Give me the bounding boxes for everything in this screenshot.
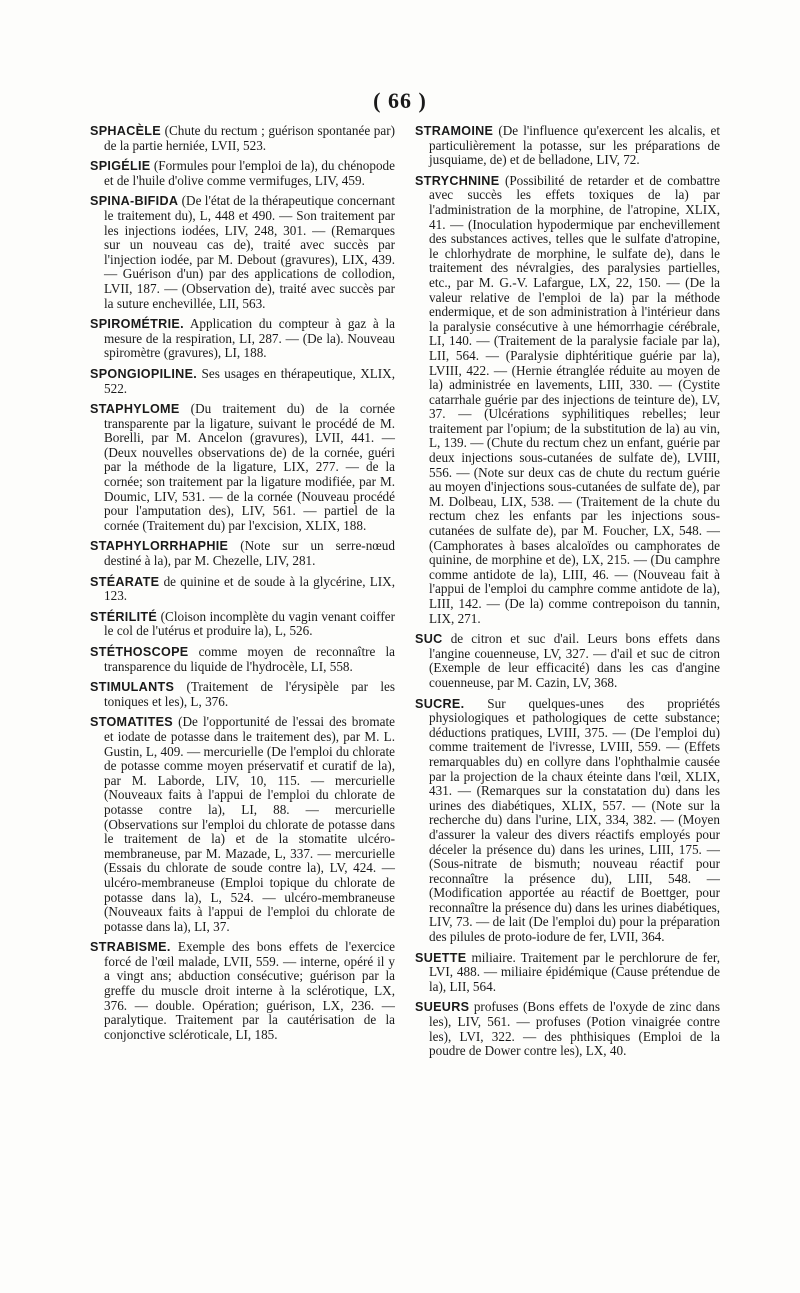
index-entry: [415, 174, 720, 626]
entry-text: (De l'état de la thérapeutique concernant le traitement du), L, 448 et 490. — Son traitement par les injections iodées, LIV, 248, 301. — (Remarques sur un nouveau cas de), traité avec succès par l'injection iodée, par M. Debout (gravures), LIX, 439. — Guérison d'un) par des applications de collodion, LVII, 187. — (Observation de), traité avec succès par la suture enchevillée, LII, 563.: [104, 193, 395, 311]
entry-term: STÉTHOSCOPE: [90, 645, 189, 659]
index-entry: [90, 680, 395, 709]
entry-text: de quinine et de soude à la glycérine, LIX, 123.: [104, 573, 395, 604]
entry-text: Exemple des bons effets de l'exercice forcé de l'œil malade, LVII, 559. — interne, opéré il y a vingt ans; abduction consécutive; guérison par la greffe du muscle droit interne à la sclérotique, LX, 376. — double. Opération; guérison, LX, 236. — paralytique. Traitement par la cautérisation de la conjonctive scléroticale, LI, 185.: [104, 939, 395, 1042]
entry-text: Ses usages en thérapeutique, XLIX, 522.: [104, 365, 396, 396]
index-entry: [415, 697, 720, 945]
index-entry: [415, 1000, 720, 1058]
left-column: [90, 124, 395, 1048]
entry-text: (Traitement de l'érysipèle par les toniques et les), L, 376.: [104, 679, 395, 709]
entry-term: SPIGÉLIE: [90, 159, 151, 174]
index-entry: [90, 539, 395, 568]
index-entry: [415, 124, 720, 168]
index-entry: [90, 645, 395, 674]
entry-text: (Cloison incomplète du vagin venant coiffer le col de l'utérus et produire la), L, 526.: [104, 608, 395, 639]
entry-term: STÉARATE: [90, 574, 160, 589]
entry-text: profuses (Bons effets de l'oxyde de zinc dans les), LIV, 561. — profuses (Potion vinaigrée contre les), LVI, 322. — des phthisiques (Emploi de la poudre de Dower contre les), LX, 40.: [429, 999, 720, 1059]
entry-text: miliaire. Traitement par le perchlorure de fer, LVI, 488. — miliaire épidémique (Cause prétendue de la), LII, 564.: [429, 949, 721, 994]
index-entry: [90, 159, 395, 188]
entry-term: SUCRE.: [415, 696, 465, 711]
index-entry: [90, 575, 395, 604]
entry-text: (Note sur un serre-nœud destiné à la), par M. Chezelle, LIV, 281.: [104, 538, 395, 569]
entry-term: SUEURS: [415, 1000, 470, 1015]
entry-text: (Formules pour l'emploi de la), du chénopode et de l'huile d'olive comme vermifuges, LIV, 459.: [104, 158, 396, 188]
page-number: ( 66 ): [373, 88, 427, 113]
entry-term: STAPHYLOME: [90, 402, 180, 417]
index-entry: [90, 610, 395, 639]
entry-term: STRYCHNINE: [415, 173, 500, 188]
entry-term: STRAMOINE: [415, 124, 494, 138]
entry-term: SUC: [415, 632, 443, 647]
entry-term: STAPHYLORRHAPHIE: [90, 539, 229, 554]
entry-term: SPINA-BIFIDA: [90, 194, 179, 209]
entry-text: comme moyen de reconnaître la transparence du liquide de l'hydrocèle, LI, 558.: [104, 644, 395, 674]
index-entry: [90, 940, 395, 1042]
entry-text: Sur quelques-unes des propriétés physiologiques et pathologiques de cette substance; déductions pratiques, LVIII, 375. — (De l'emploi du) comme traitement de l'ivresse, LVIII, 559. — (Effets remarquables du) en collyre dans l'ophthalmie causée par la projection de la chaux éteinte dans l'œil, XLIX, 431. — (Remarques sur la constatation du) dans les urines des diabétiques, XLIX, 557. — (Note sur la recherche du) dans l'urine, LIX, 334, 382. — (Moyen d'assurer la valeur des divers réactifs employés pour déceler la présence du) dans les urines, LIII, 175. — (Sous-nitrate de bismuth; nouveau réactif pour reconnaître la présence du), LIII, 548. — (Modification apportée au réactif de Boettger, pour reconnaître la présence du) dans les urines diabétiques, LIV, 73. — de lait (De l'emploi du) pour la préparation des pilules de proto-iodure de fer, LVII, 364.: [429, 695, 721, 945]
entry-text: de citron et suc d'ail. Leurs bons effets dans l'angine couenneuse, LV, 327. — d'ail et suc de citron (Exemple de leur efficacité) dans les cas d'angine couenneuse, par M. Cazin, LV, 368.: [429, 631, 721, 690]
right-column: [415, 124, 720, 1065]
index-entry: [90, 317, 395, 361]
index-entry: [90, 715, 395, 934]
index-entry: [415, 632, 720, 690]
entry-term: SPONGIOPILINE.: [90, 366, 198, 381]
entry-term: SPHACÈLE: [90, 124, 161, 138]
index-entry: [90, 124, 395, 153]
entry-text: (Du traitement du) de la cornée transparente par la ligature, suivant le procédé de M. Borelli, par M. Ancelon (gravures), LVII, 441. — (Deux nouvelles observations de) de la cornée, guéri par la méthode de la ligature, LIX, 277. — de la cornée; son traitement par la ligature modifiée, par M. Doumic, LIV, 531. — de la cornée (Nouveau procédé pour l'amputation des), LIV, 561. — partiel de la cornée (Traitement du) par l'excision, XLIX, 188.: [104, 401, 395, 533]
entry-text: (Possibilité de retarder et de combattre avec succès les effets toxiques de la) par l'administration de la morphine, de l'atropine, XLIX, 41. — (Inoculation hypodermique par enchevillement des substances actives, telles que le sulfate d'atropine, le chlorhydrate de morphine, le sulfate de), dans le traitement des névralgies, des paralysies partielles, etc., par M. G.-V. Lafargue, LX, 22, 150. — (De la valeur relative de l'emploi de la) par la méthode endermique, et de son administration à l'intérieur dans la paralysie consécutive à une hémorrhagie cérébrale, LI, 140. — (Traitement de la paralysie faciale par la), LII, 564. — (Paralysie diphtéritique guérie par la), LVIII, 422. — (Hernie étranglée réduite au moyen de la) administrée en lavements, LIII, 330. — (Cystite catarrhale guérie par des injections de teinture de), LV, 37. — (Ulcérations syphilitiques rebelles; leur traitement par l'opium; de la substitution de la) au vin, L, 139. — (Chute du rectum chez un enfant, guérie par deux injections sous-cutanées de sulfate de), LVIII, 556. — (Note sur deux cas de chute du rectum guérie au moyen d'injections sous-cutanées de sulfate de), par M. Dolbeau, LIX, 538. — (Traitement de la chute du rectum chez les enfants par les injections sous-cutanées de sulfate de), par M. Foucher, LX, 548. — (Camphorates à bases alcaloïdes ou camphorates de quinine, de morphine et de), LX, 215. — (Du camphre comme antidote de la), LIII, 46. — (Nouveau fait à l'appui de l'emploi du camphre comme antidote de la), LIII, 142. — (De la) comme contrepoison du tannin, LIX, 271.: [429, 172, 721, 626]
index-entry: [415, 951, 720, 995]
entry-text: (De l'influence qu'exercent les alcalis, et particulièrement la potasse, sur les préparations de jusquiame, de) et de belladone, LIV, 72.: [429, 123, 720, 168]
entry-term: STIMULANTS: [90, 680, 175, 695]
entry-term: STRABISME.: [90, 940, 171, 955]
index-entry: [90, 194, 395, 311]
entry-term: SUETTE: [415, 950, 467, 965]
entry-term: SPIROMÉTRIE.: [90, 317, 184, 332]
entry-term: STOMATITES: [90, 715, 173, 730]
index-entry: [90, 402, 395, 533]
entry-text: Application du compteur à gaz à la mesure de la respiration, LI, 287. — (De la). Nouveau spiromètre (gravures), LI, 188.: [104, 316, 395, 361]
index-entry: [90, 367, 395, 396]
entry-text: (De l'opportunité de l'essai des bromate et iodate de potasse dans le traitement des), par M. L. Gustin, L, 409. — mercurielle (De l'emploi du chlorate de potasse comme moyen préservatif et curatif de la), par M. Laborde, LIV, 10, 115. — mercurielle (Nouveaux faits à l'appui de l'emploi du chlorate de potasse contre la), LI, 88. — mercurielle (Observations sur l'emploi du chlorate de potasse dans le traitement de la) et de la stomatite ulcéro-membraneuse, par M. Mazade, L, 337. — mercurielle (Essais du chlorate de soude contre la), LV, 424. — ulcéro-membraneuse (Emploi topique du chlorate de potasse dans la), L, 524. — ulcéro-membraneuse (Nouveaux faits à l'appui de l'emploi du chlorate de potasse dans la), LI, 37.: [104, 714, 396, 934]
entry-text: (Chute du rectum ; guérison spontanée par) de la partie herniée, LVII, 523.: [104, 123, 396, 153]
entry-term: STÉRILITÉ: [90, 609, 158, 624]
